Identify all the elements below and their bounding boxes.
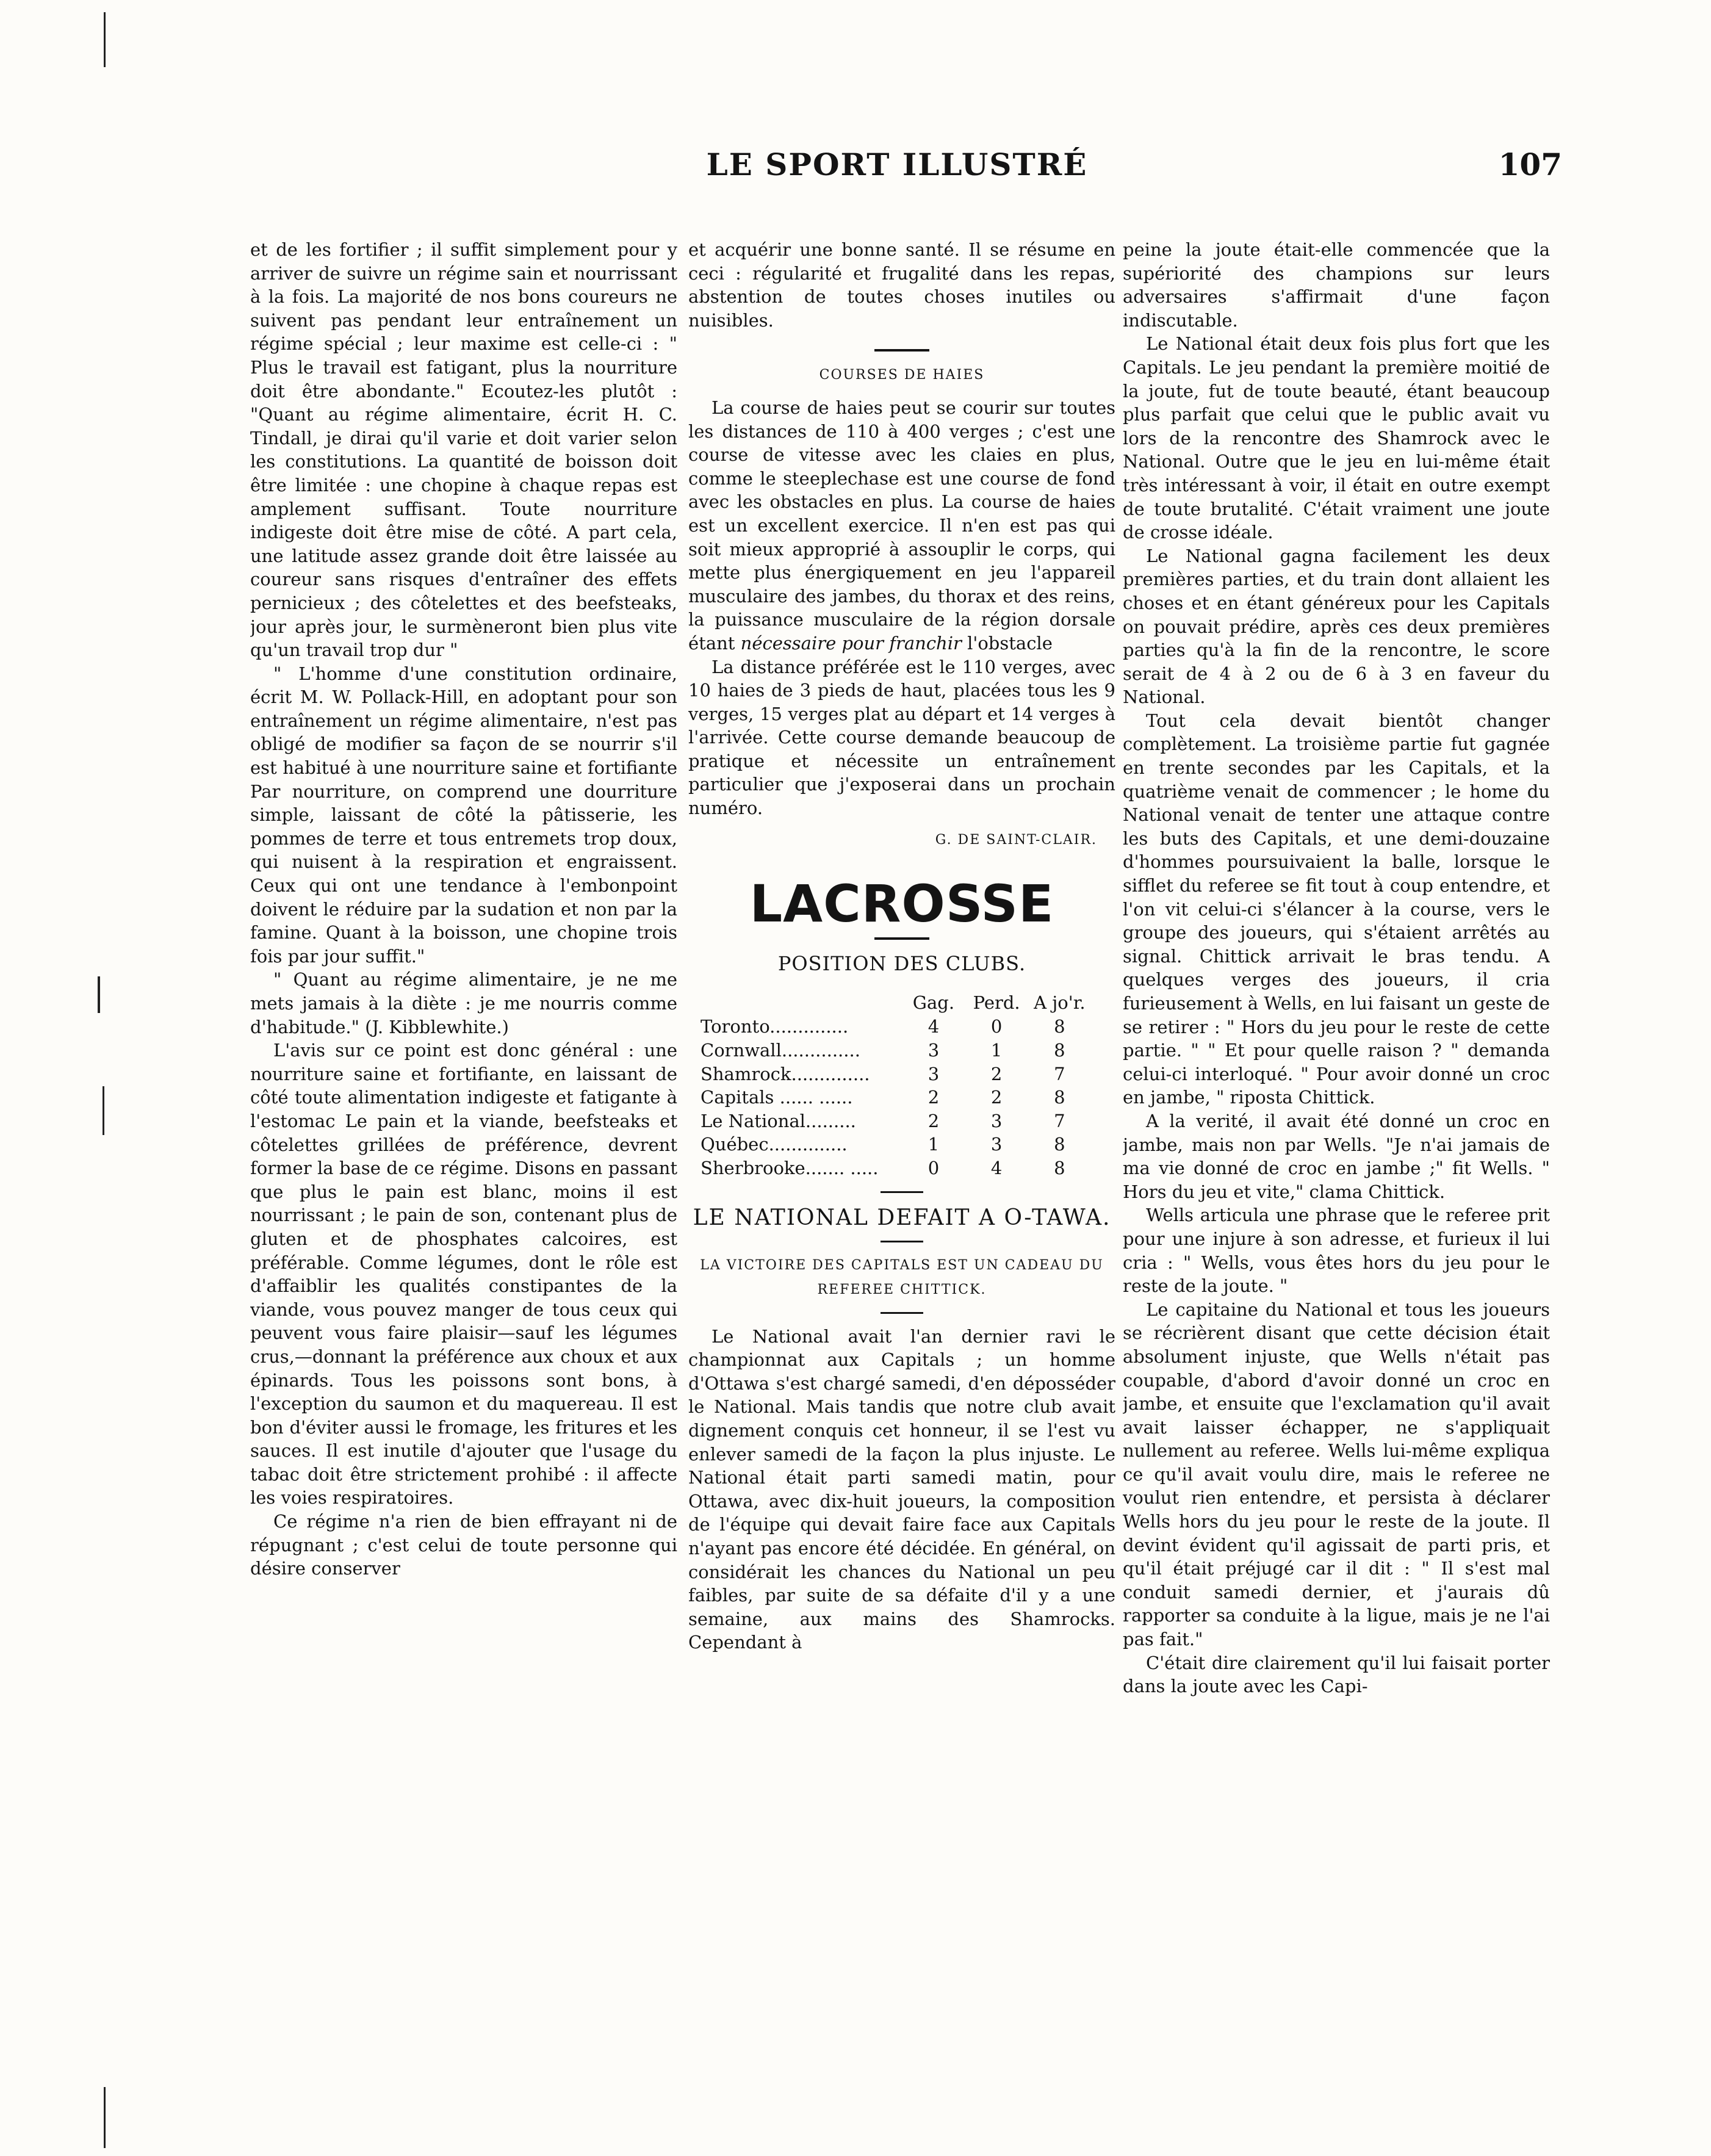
article-title: LE NATIONAL DEFAIT A O-TAWA. — [693, 1205, 1111, 1230]
haies-paragraph-1 — [688, 396, 1115, 655]
header-perdues: Perd. — [973, 992, 1020, 1013]
table-row — [701, 1015, 1091, 1039]
standings-table — [701, 990, 1091, 1180]
page-number: 107 — [1498, 146, 1562, 182]
haies-text: La course de haies peut se courir sur toutes les distances de 110 à 400 verges ; c'est une course de vitesse avec les claies en plus, comme le steeplechase est une course de fond avec les obstacles en plus. La course de haies est un excellent exercice. Il n'en est pas qui soit mieux approprié à assouplir le corps, qui mette plus énergiquement en jeu l'appareil musculaire des jambes, du thorax et des reins, la puissance musculaire de la région dorsale étant — [688, 397, 1115, 654]
column-1 — [250, 238, 677, 2118]
haies-text-end: l'obstacle — [961, 632, 1053, 654]
col2-intro: et acquérir une bonne santé. Il se résume en ceci : régularité et frugalité dans les repas, abstention de toutes choses inutiles ou nuisibles. — [688, 239, 1115, 331]
team-name: Capitals ...... ...... — [701, 1087, 853, 1108]
col3-paragraph: Le National gagna facilement les deux premières parties, et du train dont allaient les choses et en étant généreux pour les Capitals on pouvait prédire, après ces deux premières parties qu'à la fin de la rencontre, le score serait de 4 à 2 ou de 6 à 3 en faveur du National. — [1123, 545, 1550, 708]
team-name: Le National......... — [701, 1110, 856, 1131]
section-rule — [874, 349, 929, 352]
games-won: 1 — [928, 1134, 940, 1155]
games-won: 2 — [928, 1087, 940, 1108]
table-row — [701, 1156, 1091, 1180]
games-to-play: 8 — [1054, 1134, 1065, 1155]
col3-paragraph: Le National était deux fois plus fort que les Capitals. Le jeu pendant la première moitié de la joute, fut de toute beauté, étant beaucoup plus parfait que celui que le public avait vu lors de la rencontre des Shamrock avec le National. Outre que le jeu en lui-même était très intéressant à voir, il était en outre exempt de toute brutalité. C'était vraiment une joute de crosse idéale. — [1123, 333, 1550, 543]
col1-paragraph: " Quant au régime alimentaire, je ne me mets jamais à la diète : je me nourris comme d'habitude." (J. Kibblewhite.) — [250, 969, 677, 1037]
col3-paragraph: Wells articula une phrase que le referee prit pour une injure à son adresse, et furieux il lui cria : " Wells, vous êtes hors du jeu pour le reste de la joute. " — [1123, 1205, 1550, 1297]
article-subtitle: LA VICTOIRE DES CAPITALS EST UN CADEAU DU REFEREE CHITTICK. — [700, 1257, 1104, 1297]
team-name: Cornwall.............. — [701, 1040, 860, 1061]
col3-paragraph: peine la joute était-elle commencée que la supériorité des champions sur leurs adversaires s'affirmait d'une façon indiscutable. — [1123, 239, 1550, 331]
games-to-play: 8 — [1054, 1158, 1065, 1178]
team-name: Québec.............. — [701, 1134, 848, 1155]
games-to-play: 7 — [1054, 1110, 1065, 1131]
col3-paragraph: Le capitaine du National et tous les joueurs se récrièrent disant que cette décision était absolument injuste, que Wells n'était pas coupable, d'abord d'avoir donné un croc en jambe, et ensuite que l'exclamation qu'il avait avait laisser échapper, ne s'appliquait nullement au referee. Wells lui-même expliqua ce qu'il avait voulu dire, mais le referee ne voulut rien entendre, et persista à déclarer Wells hors du jeu pour le reste de la joute. Il devint évident qu'il agissait de parti pris, et qu'il était préjugé car il dit : " Il s'est mal conduit samedi dernier, et j'aurais dû rapporter sa conduite à la ligue, mais je ne l'ai pas fait." — [1123, 1299, 1550, 1650]
header-team — [701, 990, 902, 1015]
table-row — [701, 1086, 1091, 1109]
table-row — [701, 1062, 1091, 1086]
haies-paragraph-2: La distance préférée est le 110 verges, avec 10 haies de 3 pieds de haut, placées tous les 9 verges, 15 verges plat au départ et 14 verges à l'arrivée. Cette course demande beaucoup de pratique et nécessite un entraînement particulier que j'exposerai dans un prochain numéro. — [688, 656, 1115, 819]
lacrosse-heading: LACROSSE — [749, 874, 1054, 934]
article-paragraph: Le National avait l'an dernier ravi le championnat aux Capitals ; un homme d'Ottawa s'est chargé samedi, d'en déposséder le National. Mais tandis que notre club avait dignement conquis cet honneur, il se l'est vu enlever samedi de la façon la plus injuste. Le National était parti samedi matin, pour Ottawa, avec dix-huit joueurs, la composition de l'équipe qui devait faire face aux Capitals n'ayant pas encore été décidée. En général, on considérait les chances du National un peu faibles, par suite de sa défaite d'il y a une semaine, aux mains des Shamrocks. Cependant à — [688, 1325, 1115, 1653]
games-to-play: 7 — [1054, 1063, 1065, 1084]
table-rule — [881, 1191, 923, 1193]
games-won: 3 — [928, 1063, 940, 1084]
games-won: 0 — [928, 1158, 940, 1178]
games-lost: 4 — [990, 1158, 1003, 1178]
games-lost: 3 — [990, 1134, 1003, 1155]
col1-paragraph: et de les fortifier ; il suffit simplement pour y arriver de suivre un régime sain et nourrissant à la fois. La majorité de nos bons coureurs ne suivent pas pendant leur entraînement un régime spécial ; leur maxime est celle-ci : " Plus le travail est fatigant, plus la nourriture doit être abondante." Ecoutez-les plutôt : "Quant au régime alimentaire, écrit H. C. Tindall, je dirai qu'il varie et doit varier selon les constitutions. La quantité de boisson doit être limitée : une chopine à chaque repas est amplement suffisant. Toute nourriture indigeste doit être mise de côté. A part cela, une latitude assez grande doit être laissée au coureur sans risques d'entraîner des effets pernicieux ; des côtelettes et des beefsteaks, jour après jour, le surmèneront bien plus vite qu'un travail trop dur " — [250, 239, 677, 661]
col3-paragraph: A la verité, il avait été donné un croc en jambe, mais non par Wells. "Je n'ai jamais de ma vie donné de croc en jambe ;" fit Wells. " Hors du jeu et vite," clama Chittick. — [1123, 1110, 1550, 1202]
games-to-play: 8 — [1054, 1087, 1065, 1108]
lacrosse-rule — [874, 937, 929, 940]
header-gagnees: Gag. — [912, 992, 955, 1013]
col1-paragraph: Ce régime n'a rien de bien effrayant ni de répugnant ; c'est celui de toute personne qui désire conserver — [250, 1511, 677, 1579]
col3-paragraph: C'était dire clairement qu'il lui faisait porter dans la joute avec les Capi- — [1123, 1652, 1550, 1697]
table-row — [701, 1109, 1091, 1133]
header-a-jouer: A jo'r. — [1034, 992, 1086, 1013]
team-name: Toronto.............. — [701, 1016, 849, 1037]
games-won: 3 — [928, 1040, 940, 1061]
games-lost: 2 — [990, 1087, 1003, 1108]
standings-header-row — [701, 990, 1091, 1015]
col1-paragraph: L'avis sur ce point est donc général : une nourriture saine et fortifiante, en laissant de côté toute alimentation indigeste et fatigante à l'estomac Le pain et la viande, beefsteaks et côtelettes grillées de préférence, devrent former la base de ce régime. Disons en passant que plus le pain est blanc, moins il est nourrissant ; le pain de son, contenant plus de gluten et de phosphates calcoires, est préférable. Comme légumes, dont le rôle est d'affaiblir les qualités constipantes de la viande, vous pouvez manger de tous ceux qui peuvent vous faire plaisir—sauf les légumes crus,—donnant la préférence aux choux et aux épinards. Tous les poissons sont bons, à l'exception du saumon et du maquereau. Il est bon d'éviter aussi le fromage, les fritures et les sauces. Il est inutile d'ajouter que l'usage du tabac doit être strictement prohibé : il affecte les voies respiratoires. — [250, 1040, 677, 1509]
section-title-courses-de-haies: COURSES DE HAIES — [819, 367, 985, 383]
games-to-play: 8 — [1054, 1016, 1065, 1037]
article-subtitle-rule — [881, 1312, 923, 1314]
games-lost: 1 — [990, 1040, 1003, 1061]
games-lost: 3 — [990, 1110, 1003, 1131]
haies-italic: nécessaire pour franchir — [740, 632, 962, 654]
column-2 — [688, 238, 1115, 2118]
article-title-rule — [881, 1241, 923, 1242]
team-name: Sherbrooke....... ..... — [701, 1158, 879, 1178]
running-header — [683, 146, 1562, 195]
games-to-play: 8 — [1054, 1040, 1065, 1061]
position-des-clubs-title: POSITION DES CLUBS. — [777, 952, 1026, 976]
col3-paragraph: Tout cela devait bientôt changer complètement. La troisième partie fut gagnée en trente secondes par les Capitals, et la quatrième venait de commencer ; le home du National venait de tenter une attaque contre les buts des Capitals, et une demi-douzaine d'hommes poursuivaient la balle, lorsque le sifflet du referee se fit tout à coup entendre, et l'on vit celui-ci s'élancer à la course, vers le groupe des joueurs, qui s'étaient arrêtés au signal. Chittick arrivait le bras tendu. A quelques verges des joueurs, il cria furieusement à Wells, en lui faisant un geste de se retirer : " Hors du jeu pour le reste de cette partie. " " Et pour quelle raison ? " demanda celui-ci interloqué. " Pour avoir donné un croc en jambe, " riposta Chittick. — [1123, 710, 1550, 1108]
games-won: 4 — [928, 1016, 940, 1037]
author-signature: G. DE SAINT-CLAIR. — [935, 832, 1097, 848]
games-lost: 0 — [990, 1016, 1003, 1037]
publication-title: LE SPORT ILLUSTRÉ — [706, 146, 1088, 182]
games-won: 2 — [928, 1110, 940, 1131]
team-name: Shamrock.............. — [701, 1063, 870, 1084]
games-lost: 2 — [990, 1063, 1003, 1084]
table-row — [701, 1133, 1091, 1156]
table-row — [701, 1039, 1091, 1062]
column-3 — [1123, 238, 1550, 2118]
col1-paragraph: " L'homme d'une constitution ordinaire, écrit M. W. Pollack-Hill, en adoptant pour son entraînement un régime alimentaire, n'est pas obligé de modifier sa façon de se nourrir s'il est habitué à une nourriture saine et fortifiante Par nourriture, on comprend une dourriture simple, laissant de côté la pâtisserie, les pommes de terre et tous entremets trop doux, qui nuisent à la respiration et engraissent. Ceux qui ont une tendance à l'embonpoint doivent le réduire par la sudation et non par la famine. Quant à la boisson, une chopine trois fois par jour suffit." — [250, 663, 677, 967]
